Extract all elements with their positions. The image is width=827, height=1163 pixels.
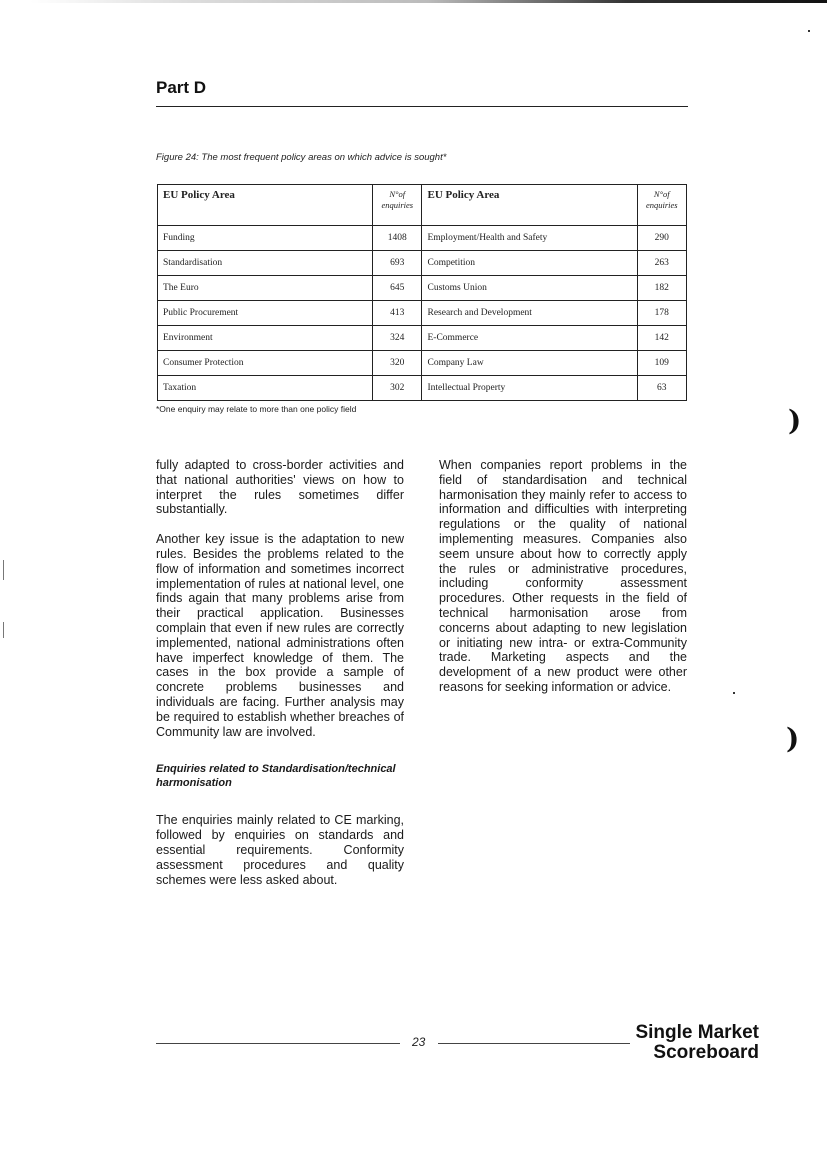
table-row: [158, 251, 687, 276]
table-row: [158, 276, 687, 301]
enquiry-count-cell: 290: [637, 226, 686, 251]
part-title-rule: [156, 106, 688, 107]
enquiry-count-cell: 178: [637, 301, 686, 326]
table-header-area-right: EU Policy Area: [422, 185, 637, 226]
policy-area-cell: Research and Development: [422, 301, 637, 326]
table-header-row: [158, 185, 687, 226]
page-number: 23: [412, 1035, 426, 1049]
policy-area-cell: Consumer Protection: [158, 351, 373, 376]
policy-area-cell: Company Law: [422, 351, 637, 376]
margin-bracket-mark: ): [786, 722, 800, 755]
enquiry-count-cell: 302: [373, 376, 422, 401]
table-row: [158, 226, 687, 251]
policy-area-cell: Standardisation: [158, 251, 373, 276]
table-footnote: *One enquiry may relate to more than one policy field: [156, 404, 357, 414]
table-header-count-right: [637, 185, 686, 226]
scan-edge-line: [30, 0, 827, 3]
table-header-count-left: [373, 185, 422, 226]
policy-area-cell: Competition: [422, 251, 637, 276]
section-subheading: Enquiries related to Standardisation/technical harmonisation: [156, 763, 396, 790]
body-paragraph: When companies report problems in the field of standardisation and technical harmonisation they mainly refer to access to information and difficulties with interpreting regulations or the quality of national implementing measures. Companies also seem unsure about how to correctly apply the rules or administrative procedures, including conformity assessment procedures. Other requests in the field of technical harmonisation arose from concerns about adapting to new legislation or initiating new intra- or extra-Community trade. Marketing aspects and the development of a new product were other reasons for seeking information or advice.: [439, 458, 687, 694]
enquiry-count-cell: 142: [637, 326, 686, 351]
body-paragraph: The enquiries mainly related to CE marking, followed by enquiries on standards and essential requirements. Conformity assessment procedures and quality schemes were less asked about.: [156, 813, 404, 887]
enquiry-count-cell: 182: [637, 276, 686, 301]
enquiry-count-cell: 324: [373, 326, 422, 351]
body-paragraph: fully adapted to cross-border activities and that national authorities' views on how to interpret the rules sometimes differ substantially.: [156, 458, 404, 517]
count-header-line2: enquiries: [381, 200, 414, 210]
policy-area-cell: Environment: [158, 326, 373, 351]
table-header-area-left: EU Policy Area: [158, 185, 373, 226]
policy-area-cell: The Euro: [158, 276, 373, 301]
right-text-column: [439, 458, 687, 710]
scan-speck: [733, 692, 735, 694]
body-paragraph: Another key issue is the adaptation to new rules. Besides the problems related to the flow of information and sometimes incorrect implementation of rules at national level, one finds again that many problems arise from their practical application. Businesses complain that even if new rules are correctly implemented, national administrations often have imperfect knowledge of them. The cases in the box provide a sample of concrete problems businesses and individuals are facing. Further analysis may be required to establish whether breaches of Community law are involved.: [156, 532, 404, 739]
enquiry-count-cell: 63: [637, 376, 686, 401]
count-header-line1: N°of: [653, 189, 670, 199]
scan-speck: [808, 30, 810, 32]
policy-area-cell: Intellectual Property: [422, 376, 637, 401]
footer-rule-left: [156, 1043, 400, 1044]
section-spacer: [156, 754, 404, 762]
section-spacer: [156, 805, 404, 813]
margin-bracket-mark: ): [788, 404, 802, 437]
policy-area-cell: E-Commerce: [422, 326, 637, 351]
enquiry-count-cell: 1408: [373, 226, 422, 251]
policy-areas-table: [157, 184, 687, 401]
figure-caption: Figure 24: The most frequent policy areas on which advice is sought*: [156, 152, 447, 163]
scan-edge-mark: [3, 622, 4, 638]
publication-brand-line2: Scoreboard: [653, 1042, 759, 1063]
policy-area-cell: Customs Union: [422, 276, 637, 301]
left-text-column: [156, 458, 404, 902]
enquiry-count-cell: 320: [373, 351, 422, 376]
count-header-line1: N°of: [389, 189, 406, 199]
table-row: [158, 301, 687, 326]
enquiry-count-cell: 693: [373, 251, 422, 276]
enquiry-count-cell: 109: [637, 351, 686, 376]
enquiry-count-cell: 645: [373, 276, 422, 301]
policy-area-cell: Funding: [158, 226, 373, 251]
policy-area-cell: Public Procurement: [158, 301, 373, 326]
enquiry-count-cell: 263: [637, 251, 686, 276]
policy-area-cell: Employment/Health and Safety: [422, 226, 637, 251]
table-row: [158, 376, 687, 401]
table-row: [158, 351, 687, 376]
enquiry-count-cell: 413: [373, 301, 422, 326]
table-row: [158, 326, 687, 351]
footer-rule-right: [438, 1043, 630, 1044]
scan-edge-mark: [3, 560, 4, 580]
part-title: Part D: [156, 78, 207, 97]
count-header-line2: enquiries: [645, 200, 678, 210]
publication-brand-line1: Single Market: [635, 1022, 759, 1043]
policy-area-cell: Taxation: [158, 376, 373, 401]
